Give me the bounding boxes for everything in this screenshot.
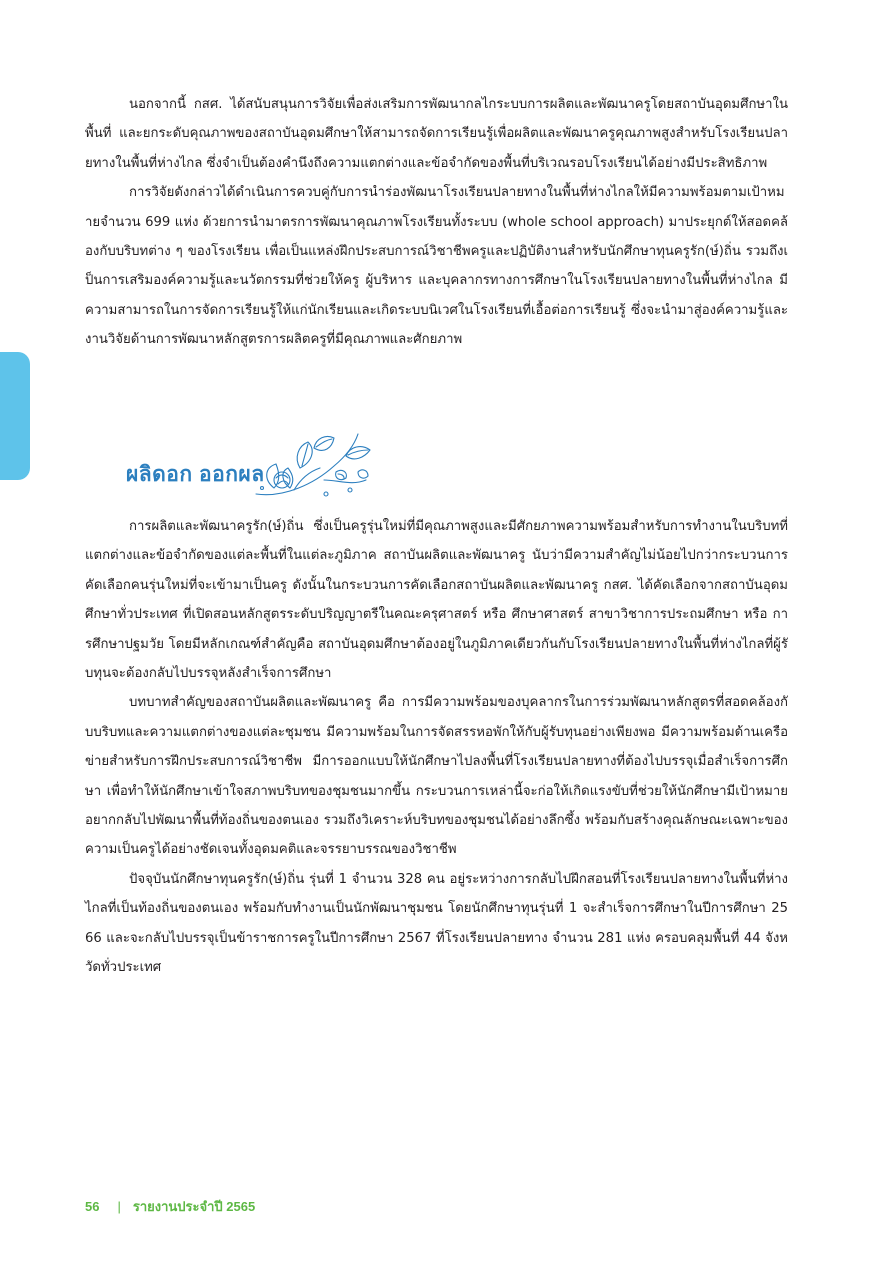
section-heading-title: ผลิดอก ออกผล [126, 463, 265, 486]
page-footer [85, 1196, 255, 1217]
page-number: 56 [85, 1199, 100, 1214]
body-text-section [85, 512, 788, 983]
section-heading [126, 428, 376, 508]
body-text-top [85, 90, 788, 355]
footer-separator: | [117, 1199, 121, 1214]
flower-branch-icon [254, 428, 374, 506]
body-paragraph: การวิจัยดังกล่าวได้ดำเนินการควบคู่กับการนำร่องพัฒนาโรงเรียนปลายทางในพื้นที่ห่างไกลให้มีความพร้อมตามเป้าหมายจำนวน 699 แห่ง ด้วยการนำมาตรการพัฒนาคุณภาพโรงเรียนทั้งระบบ (whole school approach) มาประยุกต์ให้สอดคล้องกับบริบทต่าง ๆ ของโรงเรียน เพื่อเป็นแหล่งฝึกประสบการณ์วิชาชีพครูและปฏิบัติงานสำหรับนักศึกษาทุนครูรัก(ษ์)ถิ่น รวมถึงเป็นการเสริมองค์ความรู้และนวัตกรรมที่ช่วยให้ครู ผู้บริหาร และบุคลากรทางการศึกษาในโรงเรียนปลายทางในพื้นที่ห่างไกล มีความสามารถในการจัดการเรียนรู้ให้แก่นักเรียนและเกิดระบบนิเวศในโรงเรียนที่เอื้อต่อการเรียนรู้ ซึ่งจะนำมาสู่องค์ความรู้และงานวิจัยด้านการพัฒนาหลักสูตรการผลิตครูที่มีคุณภาพและศักยภาพ [85, 185, 788, 348]
chapter-side-tab [0, 352, 30, 480]
report-title: รายงานประจำปี 2565 [132, 1199, 256, 1214]
body-paragraph: ปัจจุบันนักศึกษาทุนครูรัก(ษ์)ถิ่น รุ่นที่ 1 จำนวน 328 คน อยู่ระหว่างการกลับไปฝึกสอนที่โรงเรียนปลายทางในพื้นที่ห่างไกลที่เป็นท้องถิ่นของตนเอง พร้อมกับทำงานเป็นนักพัฒนาชุมชน โดยนักศึกษาทุนรุ่นที่ 1 จะสำเร็จการศึกษาในปีการศึกษา 2566 และจะกลับไปบรรจุเป็นข้าราชการครูในปีการศึกษา 2567 ที่โรงเรียนปลายทาง จำนวน 281 แห่ง ครอบคลุมพื้นที่ 44 จังหวัดทั่วประเทศ [85, 871, 788, 976]
body-paragraph: การผลิตและพัฒนาครูรัก(ษ์)ถิ่น ซึ่งเป็นครูรุ่นใหม่ที่มีคุณภาพสูงและมีศักยภาพความพร้อมสำหรับการทำงานในบริบทที่แตกต่างและข้อจำกัดของแต่ละพื้นที่ในแต่ละภูมิภาค สถาบันผลิตและพัฒนาครู นับว่ามีความสำคัญไม่น้อยไปกว่ากระบวนการคัดเลือกคนรุ่นใหม่ที่จะเข้ามาเป็นครู ดังนั้นในกระบวนการคัดเลือกสถาบันผลิตและพัฒนาครู กสศ. ได้คัดเลือกจากสถาบันอุดมศึกษาทั่วประเทศ ที่เปิดสอนหลักสูตรระดับปริญญาตรีในคณะครุศาสตร์ หรือ ศึกษาศาสตร์ สาขาวิชาการประถมศึกษา หรือ การศึกษาปฐมวัย โดยมีหลักเกณฑ์สำคัญคือ สถาบันอุดมศึกษาต้องอยู่ในภูมิภาคเดียวกันกับโรงเรียนปลายทางในพื้นที่ห่างไกลที่ผู้รับทุนจะต้องกลับไปบรรจุหลังสำเร็จการศึกษา [85, 519, 788, 682]
body-paragraph: บทบาทสำคัญของสถาบันผลิตและพัฒนาครู คือ การมีความพร้อมของบุคลากรในการร่วมพัฒนาหลักสูตรที่สอดคล้องกับบริบทและความแตกต่างของแต่ละชุมชน มีความพร้อมในการจัดสรรหอพักให้กับผู้รับทุนอย่างเพียงพอ มีความพร้อมด้านเครือข่ายสำหรับการฝึกประสบการณ์วิชาชีพ มีการออกแบบให้นักศึกษาไปลงพื้นที่โรงเรียนปลายทางที่ต้องไปบรรจุเมื่อสำเร็จการศึกษา เพื่อทำให้นักศึกษาเข้าใจสภาพบริบทของชุมชนมากขึ้น กระบวนการเหล่านี้จะก่อให้เกิดแรงขับที่ช่วยให้นักศึกษามีเป้าหมายอยากกลับไปพัฒนาพื้นที่ท้องถิ่นของตนเอง รวมถึงวิเคราะห์บริบทของชุมชนได้อย่างลึกซึ้ง พร้อมกับสร้างคุณลักษณะเฉพาะของความเป็นครูได้อย่างชัดเจนทั้งอุดมคติและจรรยาบรรณของวิชาชีพ [85, 695, 788, 858]
body-paragraph: นอกจากนี้ กสศ. ได้สนับสนุนการวิจัยเพื่อส่งเสริมการพัฒนากลไกระบบการผลิตและพัฒนาครูโดยสถาบันอุดมศึกษาในพื้นที่ และยกระดับคุณภาพของสถาบันอุดมศึกษาให้สามารถจัดการเรียนรู้เพื่อผลิตและพัฒนาครูคุณภาพสูงสำหรับโรงเรียนปลายทางในพื้นที่ห่างไกล ซึ่งจำเป็นต้องคำนึงถึงความแตกต่างและข้อจำกัดของพื้นที่บริเวณรอบโรงเรียนได้อย่างมีประสิทธิภาพ [85, 97, 788, 171]
